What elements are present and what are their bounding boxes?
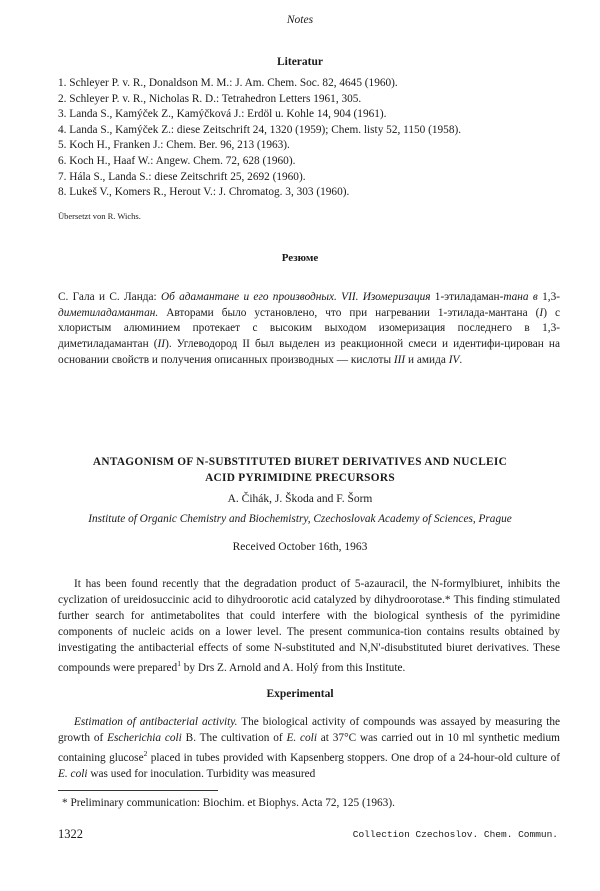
compound-ref: IV <box>448 353 460 366</box>
article-title-line: ACID PYRIMIDINE PRECURSORS <box>205 472 395 484</box>
reference-item: 4. Landa S., Kamýček Z.: diese Zeitschrift 24, 1320 (1959); Chem. listy 52, 1150 (1958). <box>58 123 462 136</box>
reference-item: 3. Landa S., Kamýček Z., Kamýčková J.: Erdöl u. Kohle 14, 904 (1961). <box>58 108 387 121</box>
article-title-line: ANTAGONISM OF N-SUBSTITUTED BIURET DERIVATIVES AND NUCLEIC <box>92 456 508 468</box>
resume-authors: С. Гала и С. Ланда: <box>58 291 157 303</box>
citation-mark: 1 <box>177 659 181 668</box>
reference-item: 7. Hála S., Landa S.: diese Zeitschrift 25, 2692 (1960). <box>58 170 306 183</box>
reference-item: 1. Schleyer P. v. R., Donaldson M. M.: J. Am. Chem. Soc. 82, 4645 (1960). <box>58 77 398 89</box>
resume-text: Авторами было установлено, что при нагревании 1-этилада-мантана ( <box>158 306 540 319</box>
resume-title-cont: диметиладамантан. <box>58 306 159 319</box>
received-date: Received October 16th, 1963 <box>232 541 368 553</box>
experimental-paragraph <box>58 714 560 782</box>
resume-text: ). Углеводород II был выделен из реакционной смеси и идентифи-цирован на основании свойств и получения описанных производных — кислоты <box>58 338 560 366</box>
exp-text: at 37°C was carried out in 10 ml synthetic medium containing glucose <box>58 732 560 764</box>
resume-text: 1,3- <box>537 291 560 303</box>
resume-paragraph <box>58 290 560 369</box>
page-number: 1322 <box>58 827 83 841</box>
literature-heading: Literatur <box>277 56 323 68</box>
intro-text: It has been found recently that the degradation product of 5-azauracil, the N-formylbiuret, inhibits the cyclization of ureidosuccinic acid to dihydroorotic acid catalyzed by dihydroorotase.* This finding stimulated further search for antimetabolites that could interfere with the biological synthesis of the pyrimidine components of nucleic acids on a lower level. The present communica-tion contains results obtained by investigating the antibacterial effects of some N-substituted and N,N'-disubstituted biuret derivatives. These compounds were prepared <box>58 578 560 674</box>
intro-paragraph <box>58 576 560 676</box>
reference-item: 2. Schleyer P. v. R., Nicholas R. D.: Tetrahedron Letters 1961, 305. <box>58 92 362 105</box>
exp-text: placed in tubes provided with Kapsenberg stoppers. One drop of a 24-hour-old culture of <box>147 751 560 764</box>
reference-item: 6. Koch H., Haaf W.: Angew. Chem. 72, 628 (1960). <box>58 154 296 167</box>
exp-text: was used for inoculation. Turbidity was measured <box>87 767 316 780</box>
organism-name: E. coli <box>58 767 88 780</box>
article-institute: Institute of Organic Chemistry and Biochemistry, Czechoslovak Academy of Sciences, Prague <box>88 513 512 525</box>
reference-list <box>58 76 558 201</box>
article-title <box>0 454 600 486</box>
exp-text: The biological activity of compounds was assayed by measuring the growth of <box>58 716 560 744</box>
experimental-heading: Experimental <box>266 688 334 700</box>
resume-heading: Резюме <box>281 252 319 264</box>
organism-name: Escherichia coli <box>107 732 182 744</box>
resume-title: Об адамантане и его производных. VII. Изомеризация <box>160 291 431 303</box>
compound-ref: I <box>539 306 544 319</box>
resume-text: 1-этиладаман- <box>430 291 504 303</box>
footnote-rule <box>58 790 218 791</box>
compound-ref: III <box>393 353 406 366</box>
exp-text: B. The cultivation of <box>181 732 287 744</box>
compound-ref: II <box>157 338 166 351</box>
reference-item: 5. Koch H., Franken J.: Chem. Ber. 96, 213 (1963). <box>58 139 290 152</box>
running-header: Notes <box>286 14 314 26</box>
intro-text: by Drs Z. Arnold and A. Holý from this Institute. <box>180 661 406 674</box>
reference-item: 8. Lukeš V., Komers R., Herout V.: J. Chromatog. 3, 303 (1960). <box>58 186 350 199</box>
resume-text: и амида <box>405 353 449 366</box>
footnote: * Preliminary communication: Biochim. et Biophys. Acta 72, 125 (1963). <box>62 797 395 809</box>
resume-text: ) с хлористым алюминием протекает с высоким выходом изомеризация последнего в 1,3-диметиладамантан ( <box>58 306 561 351</box>
citation-mark: 2 <box>143 749 148 758</box>
resume-text: . <box>459 353 463 366</box>
resume-title-cont: тана в <box>503 291 538 303</box>
article-authors: A. Čihák, J. Škoda and F. Šorm <box>227 493 373 505</box>
translator-note: Übersetzt von R. Wichs. <box>58 211 141 221</box>
subsection-title: Estimation of antibacterial activity. <box>74 716 238 728</box>
journal-name: Collection Czechoslov. Chem. Commun. <box>352 829 558 840</box>
organism-name: E. coli <box>286 732 317 744</box>
